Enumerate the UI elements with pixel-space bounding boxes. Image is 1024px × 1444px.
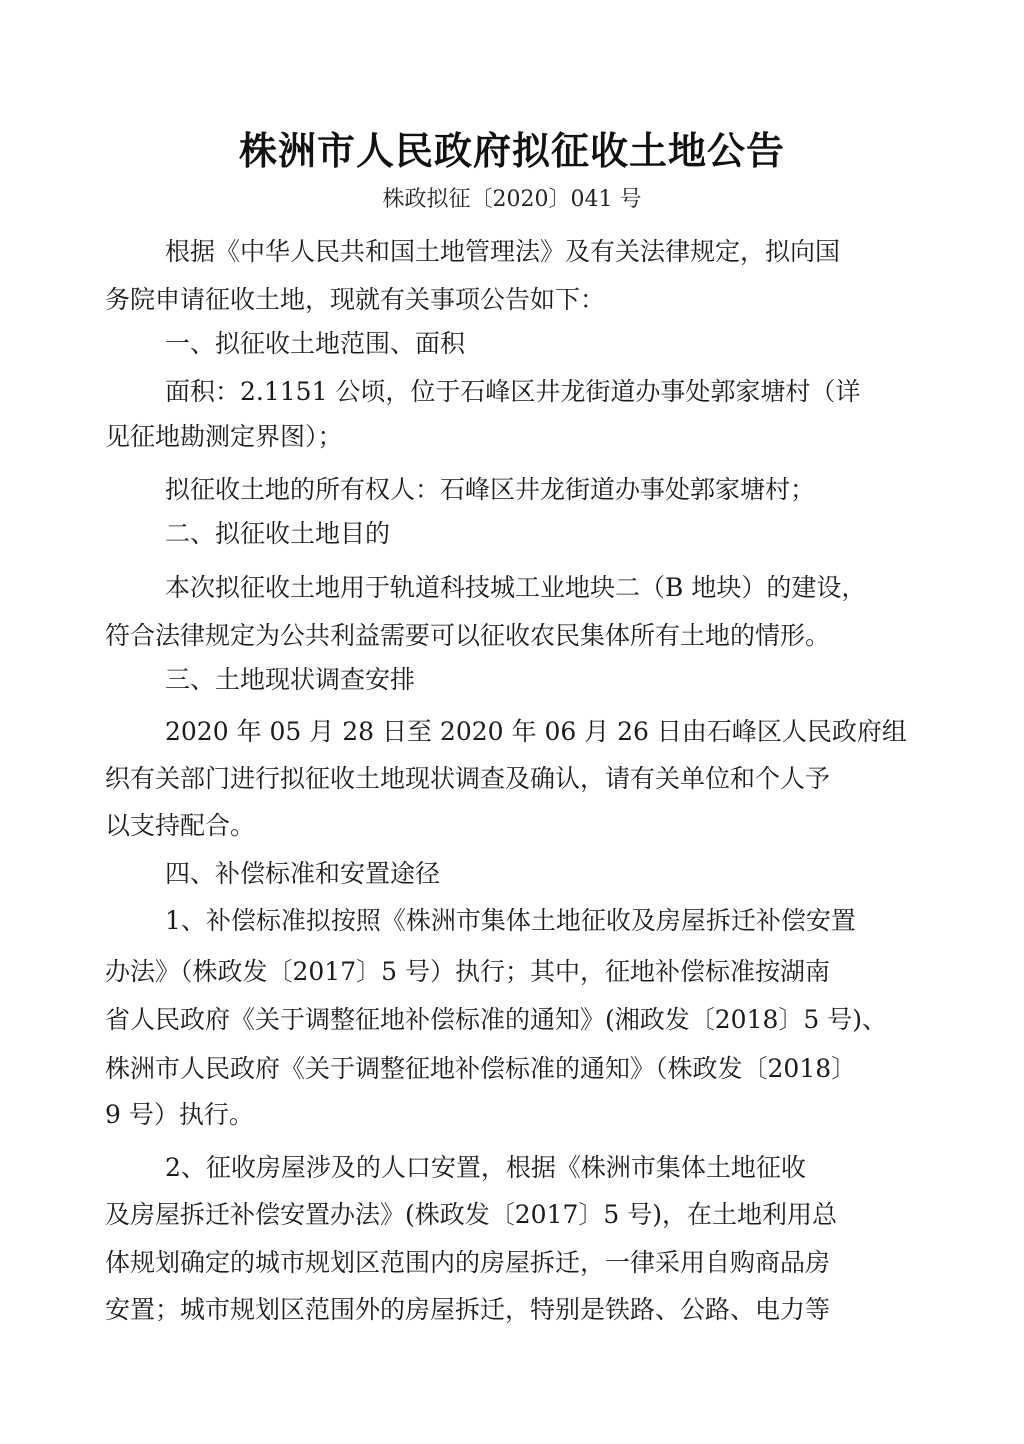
section-heading: 三、土地现状调查安排 (165, 665, 416, 694)
paragraph-line: 1、补偿标准拟按照《株洲市集体土地征收及房屋拆迁补偿安置 (165, 906, 856, 935)
paragraph-line: 体规划确定的城市规划区范围内的房屋拆迁，一律采用自购商品房 (105, 1248, 831, 1277)
section-heading: 一、拟征收土地范围、面积 (165, 329, 466, 358)
paragraph-line: 拟征收土地的所有权人：石峰区井龙街道办事处郭家塘村； (165, 475, 816, 504)
document-number: 株政拟征〔2020〕041 号 (382, 187, 642, 212)
paragraph-line: 办法》（株政发〔2017〕5 号）执行；其中，征地补偿标准按湖南 (105, 957, 830, 986)
paragraph-line: 省人民政府《关于调整征地补偿标准的通知》(湘政发〔2018〕5 号)、 (105, 1005, 887, 1034)
paragraph-line: 根据《中华人民共和国土地管理法》及有关法律规定，拟向国 (165, 237, 841, 266)
section-heading: 四、补偿标准和安置途径 (165, 859, 441, 888)
paragraph-line: 2、征收房屋涉及的人口安置，根据《株洲市集体土地征收 (165, 1153, 806, 1182)
paragraph-line: 见征地勘测定界图）； (105, 422, 343, 451)
paragraph-line: 及房屋拆迁补偿安置办法》(株政发〔2017〕5 号)，在土地利用总 (105, 1200, 837, 1229)
paragraph-line: 务院申请征收土地，现就有关事项公告如下： (105, 285, 606, 314)
paragraph-line: 9 号）执行。 (105, 1100, 254, 1129)
paragraph-line: 符合法律规定为公共利益需要可以征收农民集体所有土地的情形。 (105, 621, 831, 650)
paragraph-line: 2020 年 05 月 28 日至 2020 年 06 月 26 日由石峰区人民政府组 (165, 717, 907, 746)
paragraph-line: 本次拟征收土地用于轨道科技城工业地块二（B 地块）的建设， (165, 573, 867, 602)
document-title: 株洲市人民政府拟征收土地公告 (238, 129, 785, 173)
paragraph-line: 织有关部门进行拟征收土地现状调查及确认，请有关单位和个人予 (105, 764, 831, 793)
paragraph-line: 面积：2.1151 公顷，位于石峰区井龙街道办事处郭家塘村（详 (165, 377, 861, 406)
section-heading: 二、拟征收土地目的 (165, 519, 391, 548)
paragraph-line: 株洲市人民政府《关于调整征地补偿标准的通知》（株政发〔2018〕 (105, 1054, 857, 1083)
paragraph-line: 安置；城市规划区范围外的房屋拆迁，特别是铁路、公路、电力等 (105, 1295, 831, 1324)
paragraph-line: 以支持配合。 (105, 811, 256, 840)
